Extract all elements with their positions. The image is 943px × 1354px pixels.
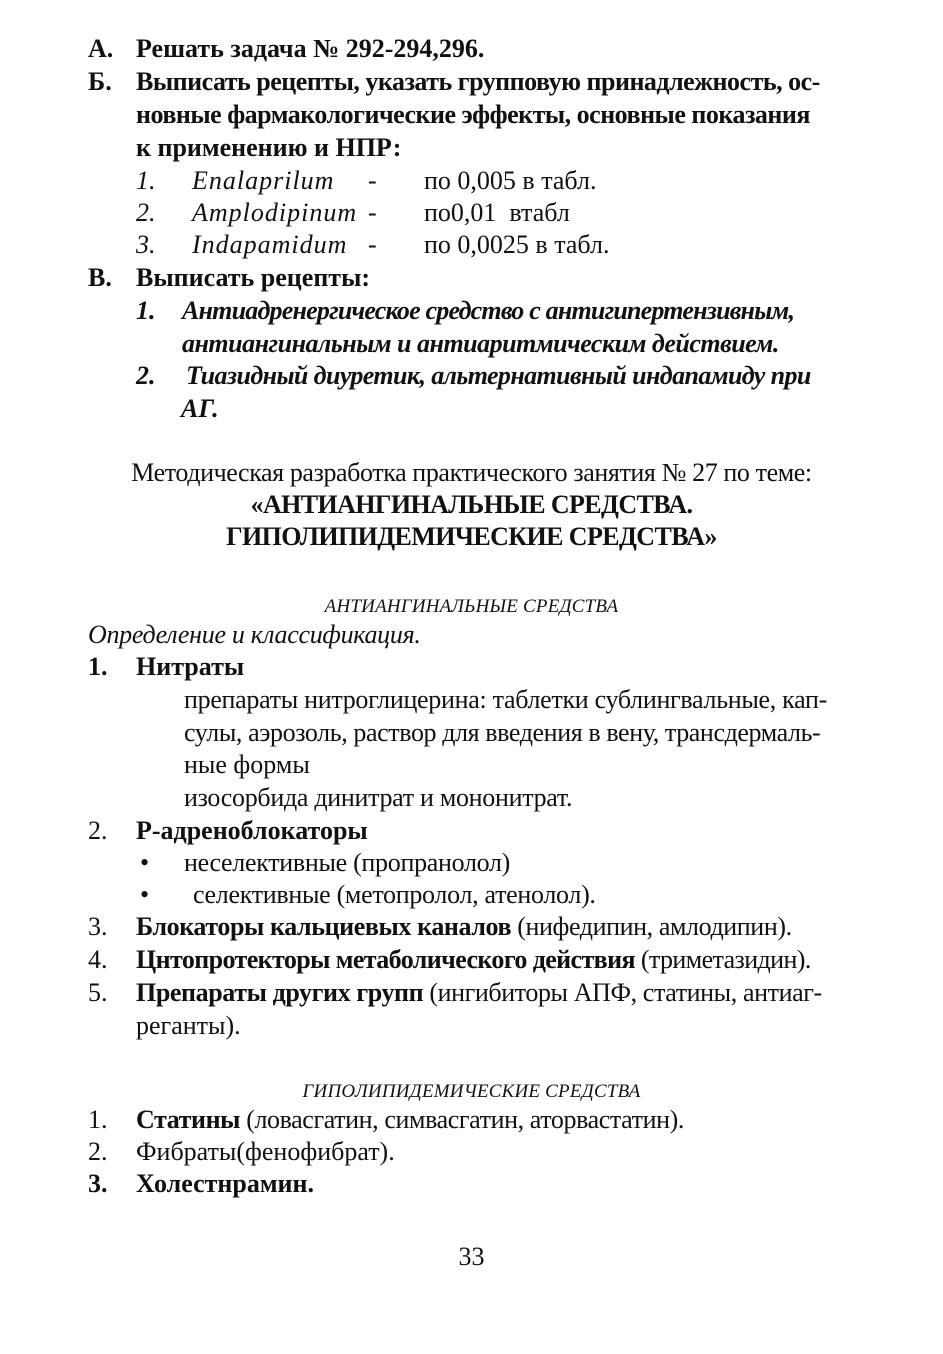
cholestyramine-num: 3. <box>88 1169 108 1198</box>
fibrates-num: 2. <box>88 1137 108 1166</box>
page-number: 33 <box>458 1242 485 1271</box>
cytoprotectors-line <box>136 943 811 976</box>
statins-title: Статины <box>136 1105 241 1134</box>
other-groups-examples: (ингибиторы АПФ, статины, антиаг- <box>423 978 822 1007</box>
nitrates-desc-line-3: ные формы <box>184 750 310 779</box>
nitrates-desc-line-1: препараты нитроглицерина: таблетки сублингвальные, кап- <box>184 685 827 714</box>
calcium-blockers-num: 3. <box>88 912 108 941</box>
beta-blockers-bullet-2: селективные (метопролол, атенолол). <box>193 880 596 909</box>
antianginal-heading: АНТИАНГИНАЛЬНЫЕ СРЕДСТВА <box>324 596 619 617</box>
section-a-marker: А. <box>88 34 114 63</box>
lesson-title-line-2: ГИПОЛИПИДЕМИЧЕСКИЕ СРЕДСТВА» <box>226 522 717 551</box>
beta-blockers-title: Р-адреноблокаторы <box>136 816 368 845</box>
section-v-item-2-line-1: Тиазидный диуретик, альтернативный индапамиду при <box>186 361 811 390</box>
drug-1-name: Enalaprilum <box>192 166 335 195</box>
lesson-title-line-1: «АНТИАНГИНАЛЬНЫЕ СРЕДСТВА. <box>250 490 693 519</box>
section-b-line-3: к применению и НПР: <box>136 133 402 162</box>
drug-3-name: Indapamidum <box>192 230 348 259</box>
nitrates-num: 1. <box>88 652 108 681</box>
drug-3-num: 3. <box>136 230 156 259</box>
lesson-intro: Методическая разработка практического занятия № 27 по теме: <box>131 458 812 487</box>
section-v-item-2-num: 2. <box>136 361 156 390</box>
drug-2-dash: - <box>368 198 377 227</box>
hypolipidemic-heading: ГИПОЛИПИДЕМИЧЕСКИЕ СРЕДСТВА <box>302 1081 641 1102</box>
drug-1-dash: - <box>368 166 377 195</box>
drug-2-dose: по0,01 втабл <box>424 198 570 227</box>
section-b-line-1: Выписать рецепты, указать групповую принадлежность, ос- <box>136 67 820 96</box>
bullet-icon: • <box>140 880 150 909</box>
statins-num: 1. <box>88 1105 108 1134</box>
other-groups-line-2: реганты). <box>136 1011 241 1040</box>
beta-blockers-num: 2. <box>88 816 108 845</box>
section-v-item-1-line-1: Антиадренергическое средство с антигипертензивным, <box>182 296 795 325</box>
other-groups-title: Препараты других групп <box>136 978 424 1007</box>
other-groups-num: 5. <box>88 978 108 1007</box>
cytoprotectors-title: Цнтопротекторы метаболического действия <box>136 945 635 974</box>
nitrates-desc-line-2: сулы, аэрозоль, раствор для введения в вену, трансдермаль- <box>184 718 821 747</box>
calcium-blockers-line <box>136 910 792 943</box>
drug-2-num: 2. <box>136 198 156 227</box>
drug-3-dose: по 0,0025 в табл. <box>424 230 610 259</box>
section-v-marker: В. <box>88 263 112 292</box>
nitrates-title: Нитраты <box>136 652 245 681</box>
beta-blockers-bullet-1: неселективные (пропранолол) <box>184 848 511 877</box>
section-b-marker: Б. <box>88 67 112 96</box>
section-v-item-1-line-2: антиангинальным и антиаритмическим действием. <box>182 329 779 358</box>
fibrates-text: Фибраты(фенофибрат). <box>136 1137 395 1166</box>
section-v-item-1-num: 1. <box>136 296 156 325</box>
calcium-blockers-examples: (нифедипин, амлодипин). <box>511 912 792 941</box>
nitrates-desc-line-4: изосорбида динитрат и мононитрат. <box>184 783 573 812</box>
drug-2-name: Amplodipinum <box>192 198 358 227</box>
antianginal-definition: Определение и классификация. <box>88 620 421 649</box>
section-v-item-2-line-2: АГ. <box>181 394 219 423</box>
statins-line <box>136 1103 684 1136</box>
bullet-icon: • <box>140 848 150 877</box>
drug-1-dose: по 0,005 в табл. <box>424 166 597 195</box>
section-b-line-2: новные фармакологические эффекты, основные показания <box>136 100 810 129</box>
drug-1-num: 1. <box>136 166 156 195</box>
section-a-text: Решать задача № 292-294,296. <box>136 34 485 63</box>
calcium-blockers-title: Блокаторы кальциевых каналов <box>136 912 512 941</box>
cytoprotectors-num: 4. <box>88 945 108 974</box>
statins-examples: (ловасгатин, симвасгатин, аторвастатин). <box>240 1105 685 1134</box>
section-v-text: Выписать рецепты: <box>136 263 371 292</box>
other-groups-line <box>136 976 822 1009</box>
cytoprotectors-examples: (триметазидин). <box>634 945 811 974</box>
drug-3-dash: - <box>368 230 377 259</box>
cholestyramine-title: Холестнрамин. <box>136 1169 315 1198</box>
